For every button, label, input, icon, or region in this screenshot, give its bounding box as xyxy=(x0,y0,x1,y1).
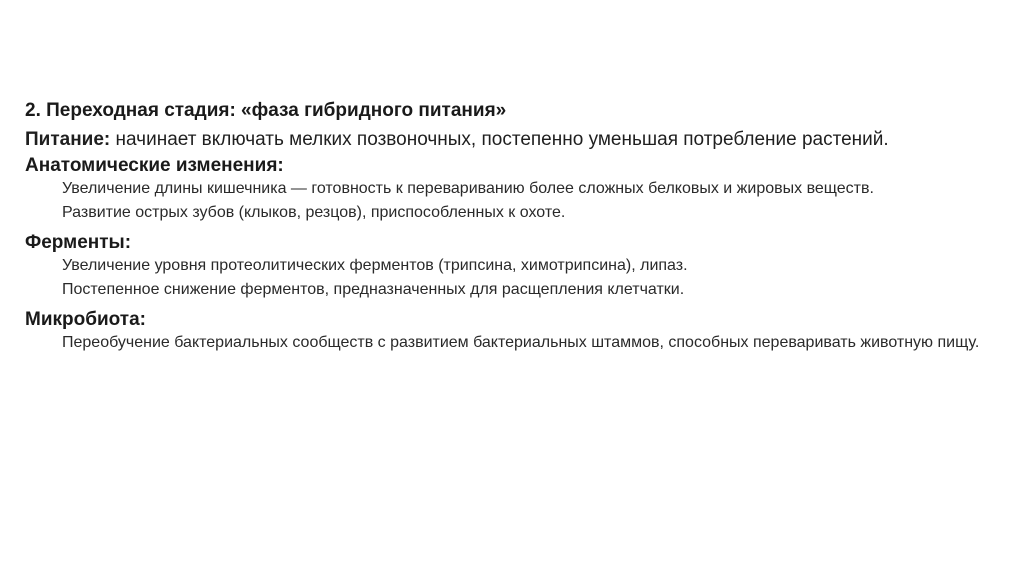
nutrition-text: начинает включать мелких позвоночных, постепенно уменьшая потребление растений. xyxy=(110,129,889,150)
microbiota-item-retraining: Переобучение бактериальных сообществ с развитием бактериальных штаммов, способных переваривать животную пищу. xyxy=(62,334,980,351)
section-heading-enzymes: Ферменты: xyxy=(25,232,132,253)
slide-title: 2. Переходная стадия: «фаза гибридного питания» xyxy=(25,100,507,121)
section-heading-anatomy: Анатомические изменения: xyxy=(25,155,284,176)
enzymes-item-fiber: Постепенное снижение ферментов, предназначенных для расщепления клетчатки. xyxy=(62,281,685,298)
anatomy-item-teeth: Развитие острых зубов (клыков, резцов), приспособленных к охоте. xyxy=(62,204,566,221)
section-heading-microbiota: Микробиота: xyxy=(25,309,146,330)
slide-content xyxy=(25,100,995,358)
enzymes-item-proteolytic: Увеличение уровня протеолитических ферментов (трипсина, химотрипсина), липаз. xyxy=(62,257,688,274)
anatomy-item-intestine: Увеличение длины кишечника — готовность к перевариванию более сложных белковых и жировых веществ. xyxy=(62,180,874,197)
nutrition-label: Питание: xyxy=(25,129,111,150)
nutrition-paragraph xyxy=(25,130,995,150)
